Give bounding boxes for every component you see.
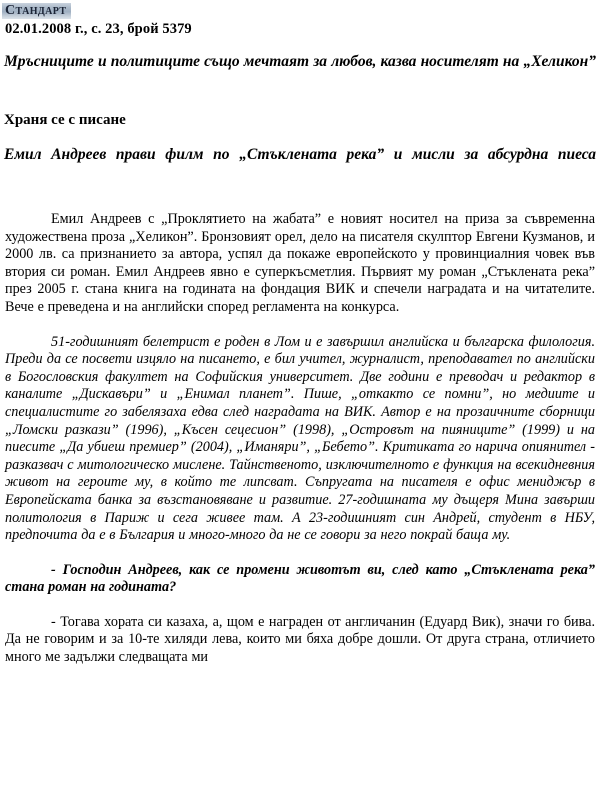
publication-logo: Стандарт	[2, 3, 71, 19]
article-body	[0, 211, 600, 667]
interview-answer: - Тогава хората си казаха, а, щом е награден от англичанин (Едуард Вик), значи го бива. Да не говорим и за 10-те хиляди лева, които ми бяха добре дошли. От друга страна, отличието много ме задължи следващата ми	[5, 613, 595, 666]
article-subheadline: Емил Андреев прави филм по „Стъклената река” и мисли за абсурдна пиеса	[4, 146, 596, 163]
article-headline: Мръсниците и политиците също мечтаят за любов, казва носителят на „Хеликон”	[4, 53, 596, 70]
interview-question: - Господин Андреев, как се промени животът ви, след като „Стъклената река” стана роман на годината?	[5, 561, 595, 596]
masthead	[0, 0, 600, 38]
article-paragraph-biography: 51-годишният белетрист е роден в Лом и е завършил английска и българска филология. Преди да се посвети изцяло на писането, е бил учител, журналист, преподавател по английски в Богословския факултет на Софийския университет. Две години е преводач и редактор в каналите „Дискавъри” и „Енимал планет”. Пише, „откакто се помни”, но медиите и специалистите го забелязаха едва след наградата на ВИК. Автор е на прозаичните сборници „Ломски разкази” (1996), „Късен сецесион” (1998), „Островът на пияниците” (1999) и на пиесите „Да убиеш премиер” (2004), „Иманяри”, „Бебето”. Критиката го нарича опиянител - разказвач с митологическо мислене. Тайнственото, изключителното е функция на всекидневния живот на героите му, в който те липсват. Съпругата на писателя е офис мениджър в Европейската банка за възстановяване и развитие. 27-годишната му дъщеря Мина завърши политология в Париж и сега живее там. А 23-годишният син Андрей, студент в НБУ, предпочита да е в България и много-много да не се говори за него покрай баща му.	[5, 333, 595, 544]
article-paragraph-lead: Емил Андреев с „Проклятието на жабата” е новият носител на приза за съвременна художествена проза „Хеликон”. Бронзовият орел, дело на писателя скулптор Евгени Кузманов, и 2000 лв. са признанието за автора, успял да покаже европейското у провинциалния човек във втория си роман. Емил Андреев явно е суперкъсметлия. Първият му роман „Стъклената река” през 2005 г. стана книга на годината на фондация ВИК и спечели наградата и на читателите. Вече е преведена и на английски според регламента на конкурса.	[5, 211, 595, 315]
article-kicker: Храня се с писане	[4, 112, 126, 128]
issue-date-line: 02.01.2008 г., с. 23, брой 5379	[5, 21, 192, 37]
